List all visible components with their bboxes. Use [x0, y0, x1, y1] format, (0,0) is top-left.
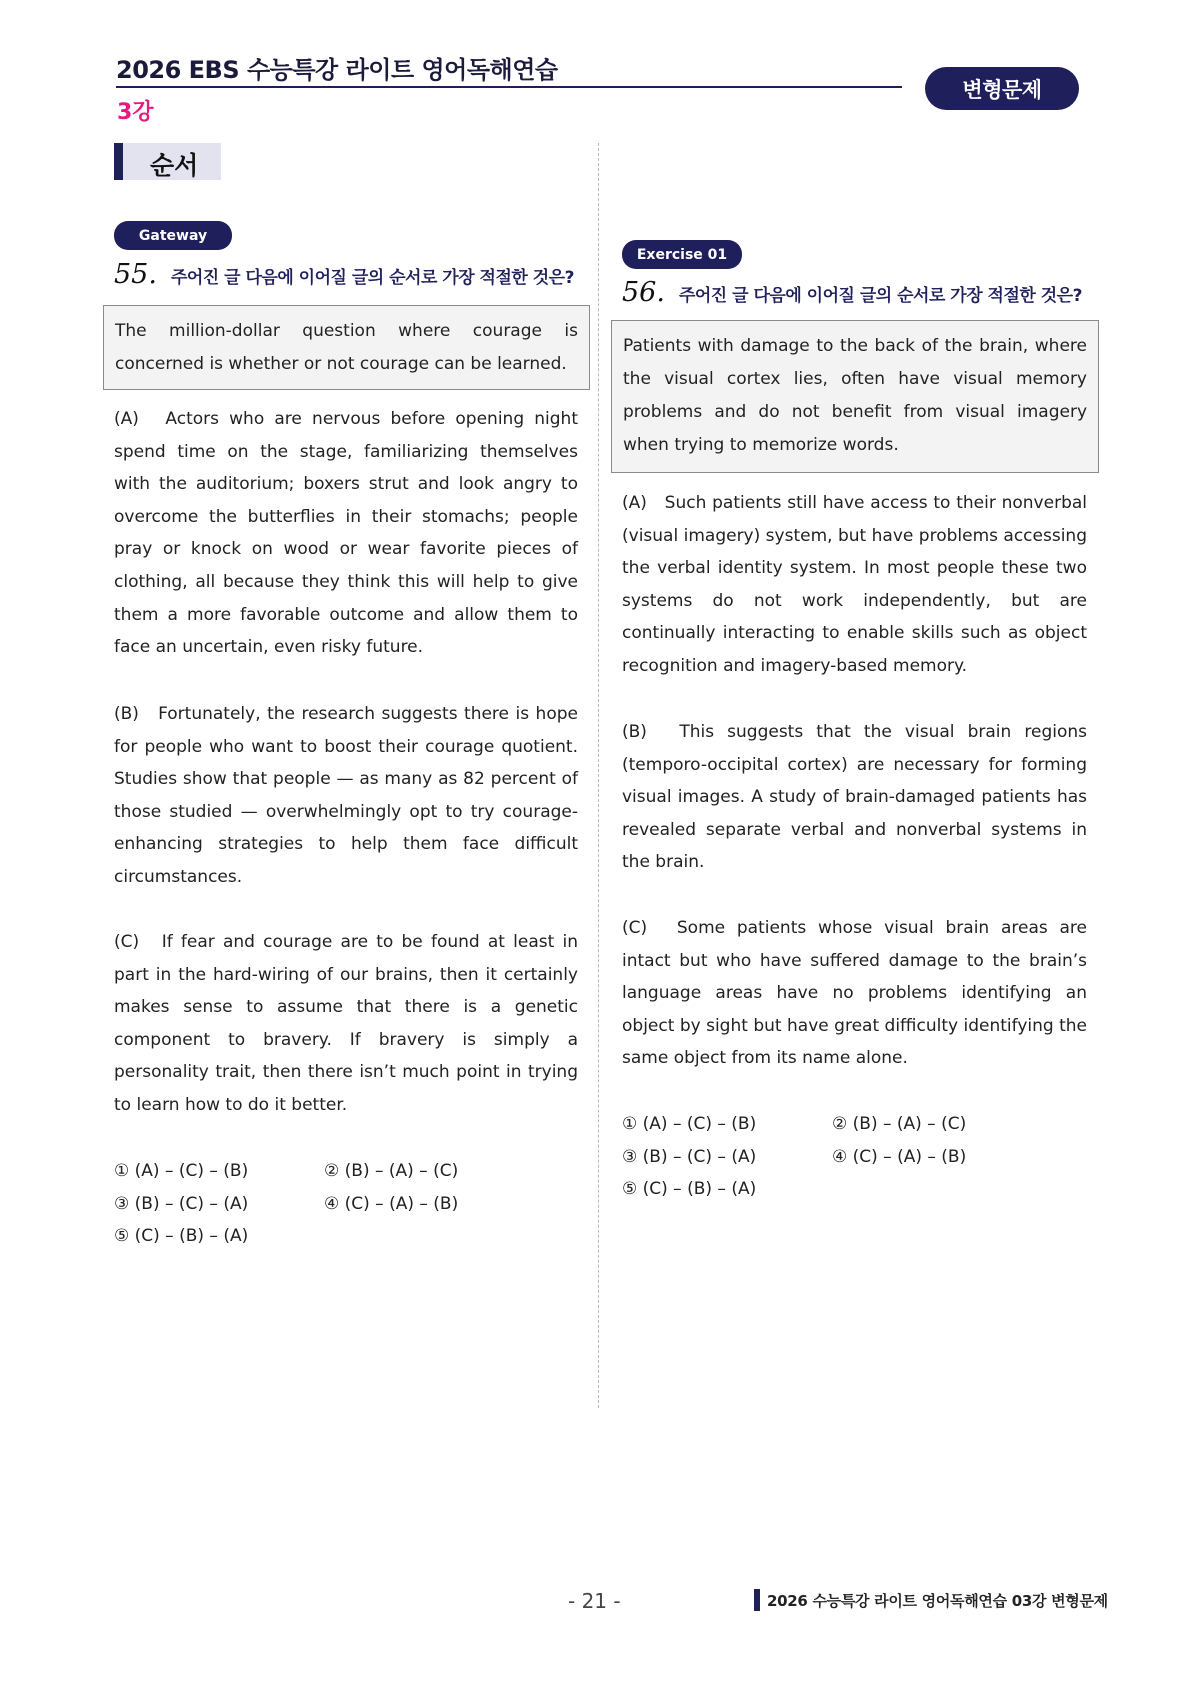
question-56-choices [622, 1108, 1092, 1206]
question-56-heading [622, 277, 1082, 308]
question-55-paragraph-b: (B) Fortunately, the research suggests there is hope for people who want to boost their courage quotient. Studies show that people — as many as 82 percent of those studied — overwhelmingly opt to try courage-enhancing strategies to help them face difficult circumstances. [114, 704, 578, 887]
question-56-paragraph-a: (A) Such patients still have access to their nonverbal (visual imagery) system, but have problems accessing the verbal identity system. In most people these two systems do not work independently, but are continually interacting to enable skills such as object recognition and imagery-based memory. [622, 493, 1087, 676]
question-55-given-box: The million-dollar question where courage is concerned is whether or not courage can be learned. [103, 305, 590, 390]
question-55-prompt: 주어진 글 다음에 이어질 글의 순서로 가장 적절한 것은? [170, 268, 574, 288]
question-55-choices [114, 1155, 584, 1253]
question-55-choice-4[interactable]: ④ (C) – (A) – (B) [324, 1193, 459, 1214]
question-56-choice-5[interactable]: ⑤ (C) – (B) – (A) [622, 1179, 757, 1200]
section-heading-bar [114, 143, 123, 180]
question-55-choice-2[interactable]: ② (B) – (A) – (C) [324, 1161, 459, 1181]
question-56-number: 56. [622, 277, 665, 308]
question-55-heading [114, 259, 574, 290]
header-title: 2026 EBS 수능특강 라이트 영어독해연습 [116, 56, 558, 84]
page-number: - 21 - [568, 1589, 621, 1613]
question-56-choice-2[interactable]: ② (B) – (A) – (C) [832, 1114, 967, 1134]
question-56-given-box: Patients with damage to the back of the brain, where the visual cortex lies, often have visual memory problems and do not benefit from visual imagery when trying to memorize words. [611, 320, 1099, 473]
header-rule [116, 86, 902, 88]
question-55-choice-3[interactable]: ③ (B) – (C) – (A) [114, 1193, 249, 1214]
footer-text: 2026 수능특강 라이트 영어독해연습 03강 변형문제 [767, 1592, 1108, 1610]
question-55-number: 55. [114, 259, 157, 290]
question-55-choice-1[interactable]: ① (A) – (C) – (B) [114, 1161, 249, 1181]
section-title: 순서 [150, 151, 199, 180]
footer-bar [754, 1589, 760, 1611]
question-55-choice-5[interactable]: ⑤ (C) – (B) – (A) [114, 1226, 249, 1247]
question-56-paragraph-b: (B) This suggests that the visual brain regions (temporo-occipital cortex) are necessary for forming visual images. A study of brain-damaged patients has revealed separate verbal and nonverbal systems in the brain. [622, 722, 1087, 873]
column-divider [598, 143, 599, 1408]
lesson-label: 3강 [117, 100, 154, 125]
question-56-choice-4[interactable]: ④ (C) – (A) – (B) [832, 1146, 967, 1167]
question-56-choice-1[interactable]: ① (A) – (C) – (B) [622, 1114, 757, 1134]
question-55-paragraph-a: (A) Actors who are nervous before opening night spend time on the stage, familiarizing themselves with the auditorium; boxers strut and look angry to overcome the butterflies in their stomachs; people pray or knock on wood or wear favorite pieces of clothing, all because they think this will help to give them a more favorable outcome and allow them to face an uncertain, even risky future. [114, 409, 578, 658]
variant-badge: 변형문제 [925, 67, 1079, 110]
exercise-tag: Exercise 01 [622, 240, 742, 269]
gateway-tag: Gateway [114, 221, 232, 250]
question-56-paragraph-c: (C) Some patients whose visual brain areas are intact but who have suffered damage to the brain’s language areas have no problems identifying an object by sight but have great difficulty identifying the same object from its name alone. [622, 918, 1087, 1069]
question-56-choice-3[interactable]: ③ (B) – (C) – (A) [622, 1146, 757, 1167]
question-56-prompt: 주어진 글 다음에 이어질 글의 순서로 가장 적절한 것은? [678, 286, 1082, 306]
question-55-paragraph-c: (C) If fear and courage are to be found at least in part in the hard-wiring of our brains, then it certainly makes sense to assume that there is a genetic component to bravery. If bravery is simply a personality trait, then there isn’t much point in trying to learn how to do it better. [114, 932, 578, 1115]
